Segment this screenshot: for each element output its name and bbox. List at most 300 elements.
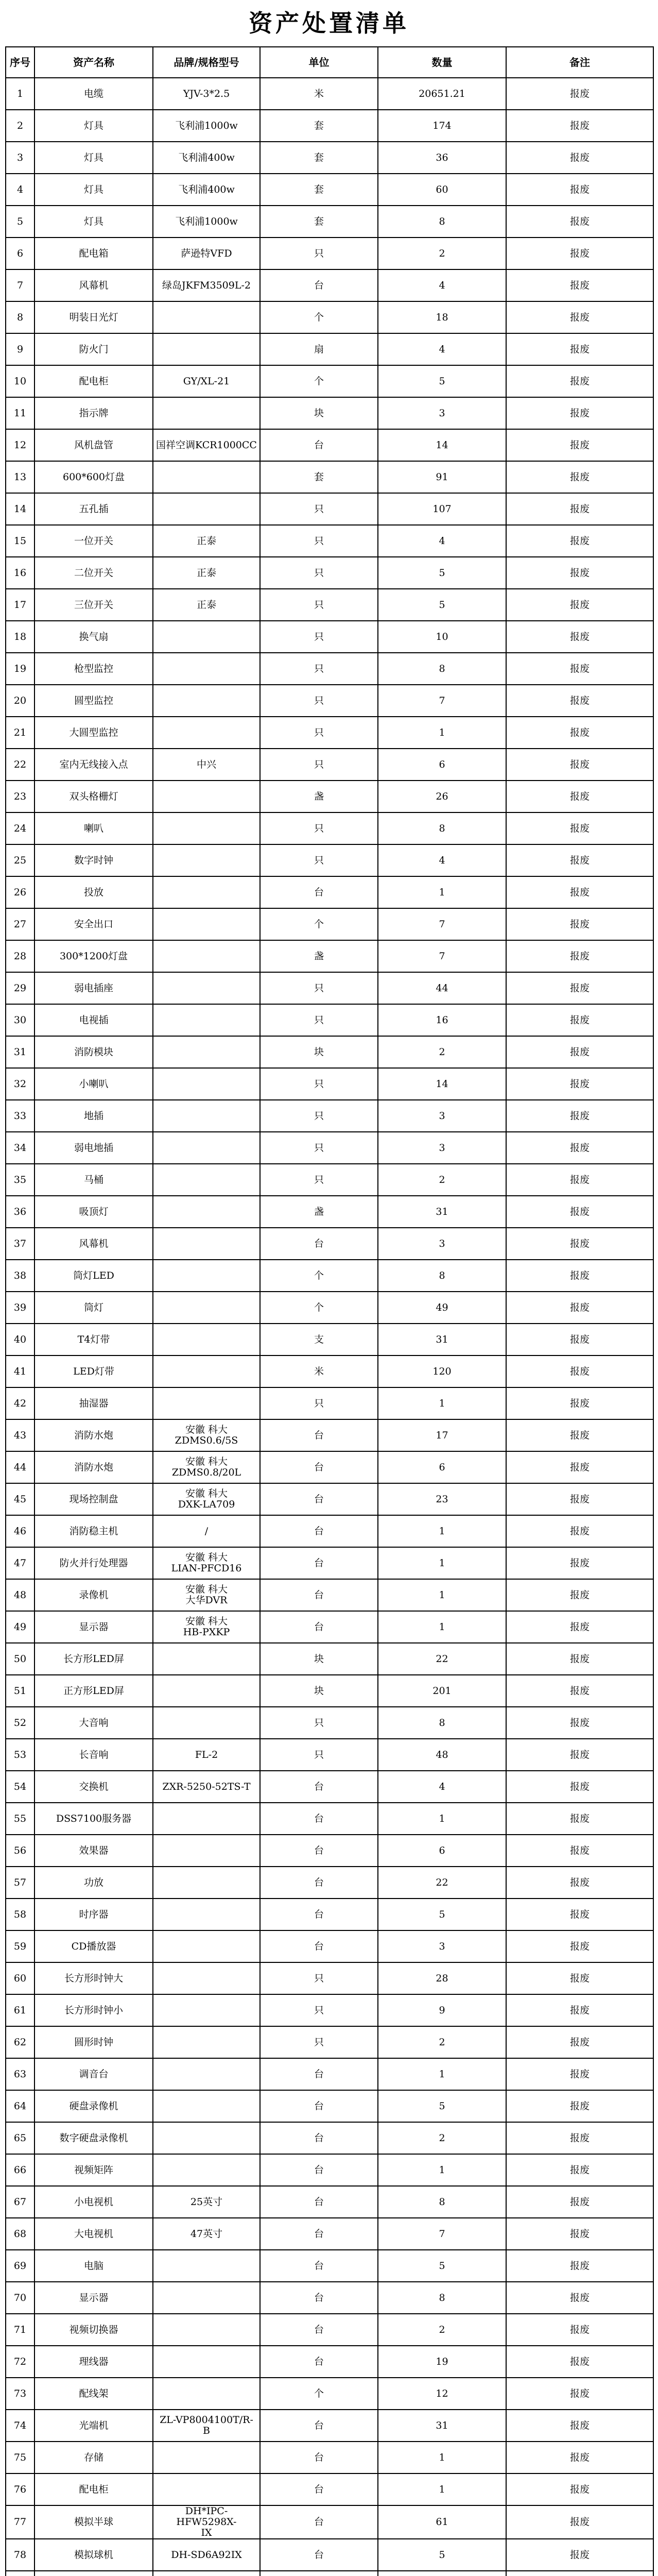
asset-name: 长方形时钟大	[34, 1962, 153, 1994]
table-row	[6, 1579, 653, 1611]
spec-model	[153, 1994, 260, 2026]
spec-model	[153, 653, 260, 685]
spec-model: 47英寸	[153, 2218, 260, 2250]
unit: 台	[260, 2473, 378, 2505]
unit: 台	[260, 2505, 378, 2539]
unit: 块	[260, 1675, 378, 1707]
table-row	[6, 2505, 653, 2539]
quantity: 2	[378, 238, 506, 269]
quantity: 22	[378, 1643, 506, 1675]
unit: 台	[260, 2090, 378, 2122]
unit: 台	[260, 1515, 378, 1547]
quantity: 7	[378, 940, 506, 972]
quantity: 4	[378, 333, 506, 365]
row-number: 38	[6, 1260, 34, 1292]
row-number: 57	[6, 1867, 34, 1899]
asset-name: 筒灯LED	[34, 1260, 153, 1292]
remark: 报废	[506, 2122, 653, 2154]
spec-model: 国祥空调KCR1000CC	[153, 429, 260, 461]
asset-name: 交换机	[34, 1771, 153, 1803]
spec-model	[153, 2154, 260, 2186]
remark: 报废	[506, 1036, 653, 1068]
table-row	[6, 1899, 653, 1930]
table-row	[6, 812, 653, 844]
asset-name: 大音响	[34, 1707, 153, 1739]
spec-model	[153, 2058, 260, 2090]
row-number: 25	[6, 844, 34, 876]
spec-model	[153, 1355, 260, 1387]
remark: 报废	[506, 2314, 653, 2346]
row-number: 72	[6, 2346, 34, 2378]
row-number: 1	[6, 78, 34, 110]
asset-name: 五孔插	[34, 493, 153, 525]
quantity: 22	[378, 1867, 506, 1899]
table-row	[6, 493, 653, 525]
table-row	[6, 301, 653, 333]
asset-name: 弱电插座	[34, 972, 153, 1004]
unit: 套	[260, 142, 378, 174]
remark: 报废	[506, 940, 653, 972]
remark: 报废	[506, 749, 653, 781]
header-no: 序号	[6, 47, 34, 78]
table-row	[6, 2571, 653, 2576]
row-number: 6	[6, 238, 34, 269]
spec-model	[153, 1196, 260, 1228]
remark: 报废	[506, 110, 653, 142]
remark: 报废	[506, 1675, 653, 1707]
table-row	[6, 1739, 653, 1771]
spec-model	[153, 1132, 260, 1164]
asset-name: 电视插	[34, 1004, 153, 1036]
remark: 报废	[506, 653, 653, 685]
quantity: 2	[378, 1036, 506, 1068]
row-number: 41	[6, 1355, 34, 1387]
spec-model: 正泰	[153, 557, 260, 589]
row-number: 9	[6, 333, 34, 365]
remark: 报废	[506, 557, 653, 589]
row-number: 51	[6, 1675, 34, 1707]
asset-name: 消防模块	[34, 1036, 153, 1068]
quantity	[378, 2571, 506, 2576]
unit: 台	[260, 1228, 378, 1260]
spec-model: YJV-3*2.5	[153, 78, 260, 110]
spec-model	[153, 1068, 260, 1100]
spec-model	[153, 781, 260, 812]
quantity: 2	[378, 1164, 506, 1196]
remark: 报废	[506, 2378, 653, 2410]
table-row	[6, 174, 653, 206]
remark: 报废	[506, 238, 653, 269]
spec-model: GY/XL-21	[153, 365, 260, 397]
remark: 报废	[506, 972, 653, 1004]
spec-model	[153, 1867, 260, 1899]
spec-model	[153, 2378, 260, 2410]
remark: 报废	[506, 2154, 653, 2186]
asset-name: 双头格栅灯	[34, 781, 153, 812]
row-number: 55	[6, 1803, 34, 1835]
row-number: 42	[6, 1387, 34, 1419]
remark: 报废	[506, 1292, 653, 1324]
unit: 米	[260, 1355, 378, 1387]
unit: 台	[260, 876, 378, 908]
remark: 报废	[506, 1899, 653, 1930]
table-row	[6, 1164, 653, 1196]
spec-model	[153, 1100, 260, 1132]
asset-name: 大电视机	[34, 2218, 153, 2250]
asset-name: 投放	[34, 876, 153, 908]
unit: 台	[260, 1547, 378, 1579]
table-row	[6, 2314, 653, 2346]
quantity: 8	[378, 812, 506, 844]
quantity: 1	[378, 2154, 506, 2186]
header-note: 备注	[506, 47, 653, 78]
remark: 报废	[506, 717, 653, 749]
remark: 报废	[506, 142, 653, 174]
asset-name: 大圆型监控	[34, 717, 153, 749]
table-row	[6, 1994, 653, 2026]
unit: 只	[260, 1707, 378, 1739]
table-row	[6, 2410, 653, 2442]
quantity: 61	[378, 2505, 506, 2539]
asset-name: 一位开关	[34, 525, 153, 557]
unit: 台	[260, 1611, 378, 1643]
row-number: 78	[6, 2539, 34, 2571]
row-number: 22	[6, 749, 34, 781]
unit: 台	[260, 1867, 378, 1899]
asset-name: 正方形LED屏	[34, 1675, 153, 1707]
asset-name: 灯具	[34, 142, 153, 174]
asset-name: 筒灯	[34, 1292, 153, 1324]
unit: 台	[260, 2442, 378, 2473]
unit: 支	[260, 1324, 378, 1355]
table-row	[6, 2282, 653, 2314]
row-number: 77	[6, 2505, 34, 2539]
spec-model	[153, 2026, 260, 2058]
unit: 台	[260, 2058, 378, 2090]
quantity: 5	[378, 2539, 506, 2571]
spec-model	[153, 621, 260, 653]
asset-name: 二位开关	[34, 557, 153, 589]
remark: 报废	[506, 1387, 653, 1419]
quantity: 1	[378, 2442, 506, 2473]
spec-model	[153, 1324, 260, 1355]
asset-name: 圆型监控	[34, 685, 153, 717]
remark: 报废	[506, 461, 653, 493]
quantity: 4	[378, 844, 506, 876]
table-row	[6, 525, 653, 557]
spec-model: ZL-VP8004100T/R- B	[153, 2410, 260, 2442]
quantity: 1	[378, 717, 506, 749]
remark: 报废	[506, 206, 653, 238]
table-row	[6, 2539, 653, 2571]
unit: 只	[260, 812, 378, 844]
unit: 台	[260, 1579, 378, 1611]
table-row	[6, 1228, 653, 1260]
remark: 报废	[506, 1994, 653, 2026]
row-number: 36	[6, 1196, 34, 1228]
unit: 只	[260, 1739, 378, 1771]
remark: 报废	[506, 493, 653, 525]
quantity: 19	[378, 2346, 506, 2378]
remark: 报废	[506, 1451, 653, 1483]
table-row	[6, 1675, 653, 1707]
spec-model: 安徽 科大 大华DVR	[153, 1579, 260, 1611]
quantity: 5	[378, 2090, 506, 2122]
unit: 台	[260, 1930, 378, 1962]
unit: 台	[260, 1451, 378, 1483]
row-number: 33	[6, 1100, 34, 1132]
asset-name: 风幕机	[34, 1228, 153, 1260]
quantity: 3	[378, 1100, 506, 1132]
row-number: 7	[6, 269, 34, 301]
table-row	[6, 2154, 653, 2186]
row-number: 8	[6, 301, 34, 333]
remark: 报废	[506, 1962, 653, 1994]
quantity: 8	[378, 1707, 506, 1739]
row-number: 48	[6, 1579, 34, 1611]
quantity: 3	[378, 1228, 506, 1260]
quantity: 18	[378, 301, 506, 333]
quantity: 31	[378, 1196, 506, 1228]
remark: 报废	[506, 269, 653, 301]
asset-name: 马桶	[34, 1164, 153, 1196]
table-row	[6, 1036, 653, 1068]
asset-name: 抽湿器	[34, 1387, 153, 1419]
spec-model	[153, 493, 260, 525]
table-row	[6, 1355, 653, 1387]
table-row	[6, 1835, 653, 1867]
asset-name: 消防稳主机	[34, 1515, 153, 1547]
remark: 报废	[506, 1355, 653, 1387]
unit: 扇	[260, 333, 378, 365]
asset-name: 模拟半球	[34, 2505, 153, 2539]
asset-name: 消防水炮	[34, 1451, 153, 1483]
row-number: 13	[6, 461, 34, 493]
asset-name: 300*1200灯盘	[34, 940, 153, 972]
table-body	[6, 78, 653, 2576]
quantity: 23	[378, 1483, 506, 1515]
spec-model: 25英寸	[153, 2186, 260, 2218]
asset-name: CD播放器	[34, 1930, 153, 1962]
table-row	[6, 2026, 653, 2058]
asset-name: 弱电地插	[34, 1132, 153, 1164]
row-number: 50	[6, 1643, 34, 1675]
asset-name: 调音台	[34, 2058, 153, 2090]
spec-model: 安徽 科大 DXK-LA709	[153, 1483, 260, 1515]
unit: 台	[260, 2282, 378, 2314]
row-number: 68	[6, 2218, 34, 2250]
table-row	[6, 876, 653, 908]
quantity: 2	[378, 2026, 506, 2058]
spec-model	[153, 2314, 260, 2346]
row-number: 44	[6, 1451, 34, 1483]
unit: 只	[260, 749, 378, 781]
unit: 套	[260, 206, 378, 238]
remark: 报废	[506, 2346, 653, 2378]
unit: 台	[260, 2346, 378, 2378]
table-row	[6, 2250, 653, 2282]
quantity: 36	[378, 142, 506, 174]
remark: 报废	[506, 1132, 653, 1164]
remark: 报废	[506, 1100, 653, 1132]
table-row	[6, 621, 653, 653]
row-number: 59	[6, 1930, 34, 1962]
spec-model: 绿岛JKFM3509L-2	[153, 269, 260, 301]
spec-model	[153, 876, 260, 908]
remark: 报废	[506, 2539, 653, 2571]
asset-name: 显示器	[34, 2282, 153, 2314]
row-number: 62	[6, 2026, 34, 2058]
row-number: 46	[6, 1515, 34, 1547]
quantity: 1	[378, 1515, 506, 1547]
table-row	[6, 972, 653, 1004]
unit: 台	[260, 2410, 378, 2442]
row-number: 43	[6, 1419, 34, 1451]
unit: 只	[260, 557, 378, 589]
row-number: 32	[6, 1068, 34, 1100]
quantity: 2	[378, 2314, 506, 2346]
table-row	[6, 1068, 653, 1100]
asset-name: 室内无线接入点	[34, 749, 153, 781]
quantity: 3	[378, 397, 506, 429]
quantity: 7	[378, 2218, 506, 2250]
spec-model	[153, 301, 260, 333]
remark: 报废	[506, 2250, 653, 2282]
spec-model: 中兴	[153, 749, 260, 781]
spec-model: 飞利浦1000w	[153, 110, 260, 142]
remark: 报废	[506, 1611, 653, 1643]
remark: 报废	[506, 397, 653, 429]
remark: 报废	[506, 1803, 653, 1835]
unit: 只	[260, 1387, 378, 1419]
row-number: 71	[6, 2314, 34, 2346]
remark: 报废	[506, 1643, 653, 1675]
row-number: 29	[6, 972, 34, 1004]
remark: 报废	[506, 2090, 653, 2122]
unit: 套	[260, 461, 378, 493]
asset-name: 现场控制盘	[34, 1483, 153, 1515]
spec-model	[153, 1260, 260, 1292]
table-row	[6, 1483, 653, 1515]
table-row	[6, 1867, 653, 1899]
quantity: 16	[378, 1004, 506, 1036]
row-number: 70	[6, 2282, 34, 2314]
table-row	[6, 2378, 653, 2410]
remark: 报废	[506, 2026, 653, 2058]
unit: 只	[260, 1100, 378, 1132]
unit: 台	[260, 1899, 378, 1930]
asset-name: 枪型监控	[34, 653, 153, 685]
row-number: 18	[6, 621, 34, 653]
table-row	[6, 2346, 653, 2378]
unit: 只	[260, 685, 378, 717]
asset-name: T4灯带	[34, 1324, 153, 1355]
row-number: 37	[6, 1228, 34, 1260]
spec-model	[153, 461, 260, 493]
spec-model	[153, 1962, 260, 1994]
row-number: 2	[6, 110, 34, 142]
asset-name: 灯具	[34, 110, 153, 142]
quantity: 5	[378, 557, 506, 589]
asset-name: 功放	[34, 1867, 153, 1899]
asset-name: 三位开关	[34, 589, 153, 621]
spec-model	[153, 1899, 260, 1930]
table-row	[6, 78, 653, 110]
remark: 报废	[506, 2186, 653, 2218]
quantity: 1	[378, 1387, 506, 1419]
remark: 报废	[506, 2442, 653, 2473]
row-number: 63	[6, 2058, 34, 2090]
spec-model	[153, 2250, 260, 2282]
table-row	[6, 781, 653, 812]
table-row	[6, 2186, 653, 2218]
row-number: 56	[6, 1835, 34, 1867]
table-row	[6, 1260, 653, 1292]
unit: 台	[260, 1835, 378, 1867]
quantity: 1	[378, 1803, 506, 1835]
header-name: 资产名称	[34, 47, 153, 78]
quantity: 14	[378, 429, 506, 461]
table-row	[6, 110, 653, 142]
spec-model: ZXR-5250-52TS-T	[153, 1771, 260, 1803]
asset-name: 换气扇	[34, 621, 153, 653]
asset-name: 圆形时钟	[34, 2026, 153, 2058]
row-number: 49	[6, 1611, 34, 1643]
unit: 只	[260, 589, 378, 621]
remark: 报废	[506, 1707, 653, 1739]
remark: 报废	[506, 1004, 653, 1036]
quantity: 1	[378, 2058, 506, 2090]
asset-name: 小电视机	[34, 2186, 153, 2218]
spec-model: 萨逊特VFD	[153, 238, 260, 269]
remark: 报废	[506, 429, 653, 461]
remark: 报废	[506, 174, 653, 206]
unit	[260, 2571, 378, 2576]
asset-name: 600*600灯盘	[34, 461, 153, 493]
quantity: 8	[378, 206, 506, 238]
quantity: 107	[378, 493, 506, 525]
spec-model	[153, 908, 260, 940]
asset-name: 消防水炮	[34, 1419, 153, 1451]
row-number: 54	[6, 1771, 34, 1803]
table-row	[6, 1515, 653, 1547]
unit: 只	[260, 493, 378, 525]
header-unit: 单位	[260, 47, 378, 78]
unit: 个	[260, 2378, 378, 2410]
asset-name: 明装日光灯	[34, 301, 153, 333]
table-row	[6, 685, 653, 717]
asset-name: 视频切换器	[34, 2314, 153, 2346]
unit: 台	[260, 429, 378, 461]
quantity: 48	[378, 1739, 506, 1771]
unit: 只	[260, 717, 378, 749]
unit: 台	[260, 2122, 378, 2154]
quantity: 8	[378, 653, 506, 685]
unit: 块	[260, 1036, 378, 1068]
quantity: 5	[378, 1899, 506, 1930]
row-number: 60	[6, 1962, 34, 1994]
asset-name: 喇叭	[34, 812, 153, 844]
table-row	[6, 1611, 653, 1643]
quantity: 2	[378, 2122, 506, 2154]
unit: 只	[260, 1994, 378, 2026]
asset-name: 存储	[34, 2442, 153, 2473]
row-number: 21	[6, 717, 34, 749]
quantity: 4	[378, 269, 506, 301]
table-row	[6, 1419, 653, 1451]
table-row	[6, 1004, 653, 1036]
spec-model	[153, 1803, 260, 1835]
